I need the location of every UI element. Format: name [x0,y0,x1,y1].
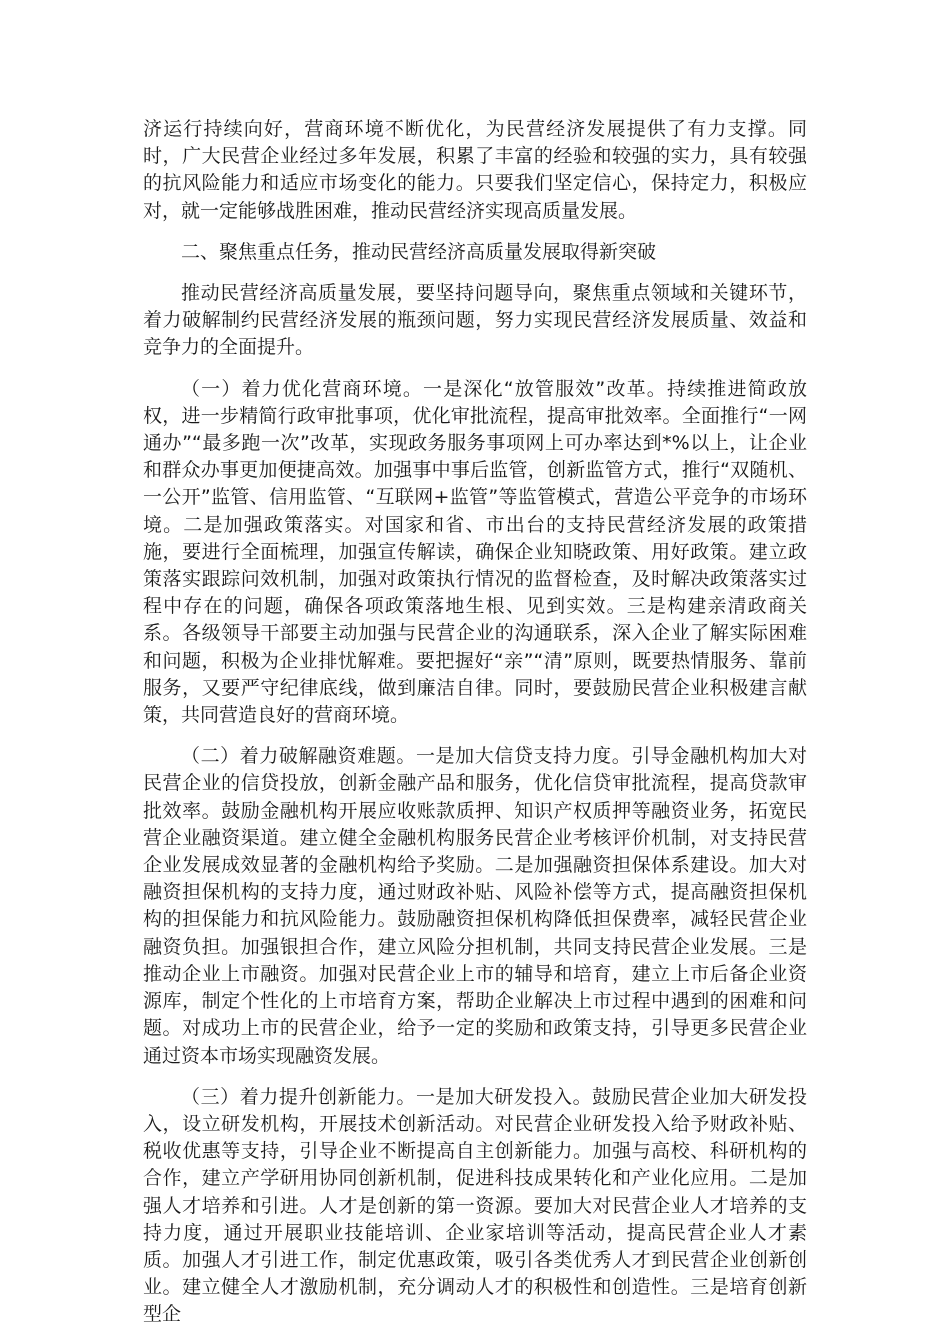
section-heading: 二、聚焦重点任务，推动民营经济高质量发展取得新突破 [181,240,657,263]
paragraph-continued: 济运行持续向好，营商环境不断优化，为民营经济发展提供了有力支撑。同时，广大民营企业经过多年发展，积累了丰富的经验和较强的实力，具有较强的抗风险能力和适应市场变化的能力。只要我们坚定信心，保持定力，积极应对，就一定能够战胜困难，推动民营经济实现高质量发展。 [143,118,807,222]
paragraph-innovation: （三）着力提升创新能力。一是加大研发投入。鼓励民营企业加大研发投入，设立研发机构，开展技术创新活动。对民营企业研发投入给予财政补贴、税收优惠等支持，引导企业不断提高自主创新能力。加强与高校、科研机构的合作，建立产学研用协同创新机制，促进科技成果转化和产业化应用。二是加强人才培养和引进。人才是创新的第一资源。要加大对民营企业人才培养的支持力度，通过开展职业技能培训、企业家培训等活动，提高民营企业人才素质。加强人才引进工作，制定优惠政策，吸引各类优秀人才到民营企业创新创业。建立健全人才激励机制，充分调动人才的积极性和创造性。三是培育创新型企 [143,1085,807,1326]
paragraph-financing: （二）着力破解融资难题。一是加大信贷支持力度。引导金融机构加大对民营企业的信贷投放，创新金融产品和服务，优化信贷审批流程，提高贷款审批效率。鼓励金融机构开展应收账款质押、知识产权质押等融资业务，拓宽民营企业融资渠道。建立健全金融机构服务民营企业考核评价机制，对支持民营企业发展成效显著的金融机构给予奖励。二是加强融资担保体系建设。加大对融资担保机构的支持力度，通过财政补贴、风险补偿等方式，提高融资担保机构的担保能力和抗风险能力。鼓励融资担保机构降低担保费率，减轻民营企业融资负担。加强银担合作，建立风险分担机制，共同支持民营企业发展。三是推动企业上市融资。加强对民营企业上市的辅导和培育，建立上市后备企业资源库，制定个性化的上市培育方案，帮助企业解决上市过程中遇到的困难和问题。对成功上市的民营企业，给予一定的奖励和政策支持，引导更多民营企业通过资本市场实现融资发展。 [143,745,807,1067]
paragraph-business-environment: （一）着力优化营商环境。一是深化“放管服效”改革。持续推进简政放权，进一步精简行政审批事项，优化审批流程，提高审批效率。全面推行“一网通办”“最多跑一次”改革，实现政务服务事项网上可办率达到*%以上，让企业和群众办事更加便捷高效。加强事中事后监管，创新监管方式，推行“双随机、一公开”监管、信用监管、“互联网+监管”等监管模式，营造公平竞争的市场环境。二是加强政策落实。对国家和省、市出台的支持民营经济发展的政策措施，要进行全面梳理，加强宣传解读，确保企业知晓政策、用好政策。建立政策落实跟踪问效机制，加强对政策执行情况的监督检查，及时解决政策落实过程中存在的问题，确保各项政策落地生根、见到实效。三是构建亲清政商关系。各级领导干部要主动加强与民营企业的沟通联系，深入企业了解实际困难和问题，积极为企业排忧解难。要把握好“亲”“清”原则，既要热情服务、靠前服务，又要严守纪律底线，做到廉洁自律。同时，要鼓励民营企业积极建言献策，共同营造良好的营商环境。 [143,377,807,727]
document-body [143,116,807,1343]
paragraph-intro: 推动民营经济高质量发展，要坚持问题导向，聚焦重点领域和关键环节，着力破解制约民营经济发展的瓶颈问题，努力实现民营经济发展质量、效益和竞争力的全面提升。 [143,282,807,359]
